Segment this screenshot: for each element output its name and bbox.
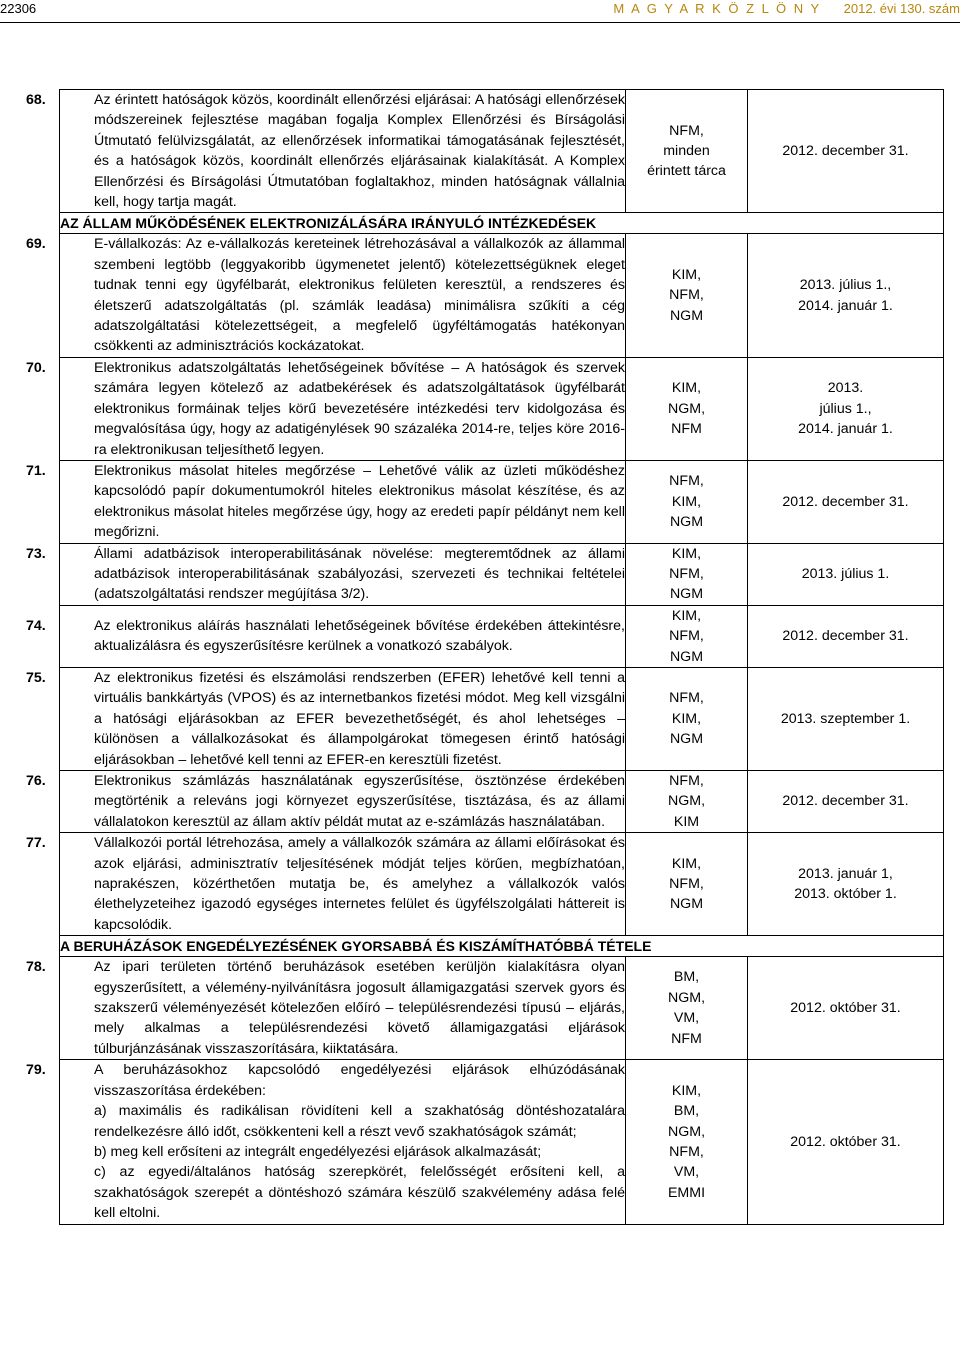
measure-description [26,357,626,460]
measure-text-block [26,234,625,356]
responsible-cell [626,234,748,357]
responsible-entity: NFM [671,1030,702,1047]
deadline-cell [748,460,944,543]
measure-text: Az elektronikus fizetési és elszámolási rendszerben (EFER) lehetővé kell tenni a virtuális bankkártyás (VPOS) és az internetbankos fizetési módot. Meg kell vizsgálni a hatósági eljárásokban az EFER bevezethetőségét, és ahol lehetséges – különösen a vállalkozásokat és állampolgárokat tömegesen érintő hatósági eljárásokban – lehetővé kell tenni az EFER-en keresztüli fizetést. [94,669,625,768]
responsible-cell [626,90,748,213]
responsible-cell [626,833,748,936]
measure-number: 68. [26,92,46,108]
measure-description [26,543,626,605]
page-number: 22306 [0,1,37,16]
deadline-cell [748,667,944,770]
deadline-date: 2012. december 31. [782,793,909,810]
responsible-entity: NFM, [669,473,704,490]
measure-text: Állami adatbázisok interoperabilitásának növelése: megteremtődnek az állami adatbázisok interoperabilitásának szabályozási, szervezeti és technikai feltételei (adatszolgáltatási rendszer megújítása 3/2). [94,545,625,603]
responsible-entity: NGM, [667,1123,706,1140]
responsible-entity: KIM [673,813,700,830]
measure-description [26,460,626,543]
table-row [60,90,944,213]
measure-number: 70. [26,359,46,376]
responsible-entity: NFM, [669,287,704,304]
deadline-cell [748,605,944,667]
deadline-date: 2012. október 31. [790,1133,901,1150]
measure-text-block [26,771,625,832]
measure-text: Elektronikus másolat hiteles megőrzése – Lehetővé válik az üzleti működéshez kapcsolódó papír dokumentumokról hiteles elektronikus másolat készítése, és az elektronikus másolat hiteles megőrzése úgy, hogy az eredeti papír példányt nem kell megőrizni. [94,462,625,541]
responsible-entity: EMMI [667,1184,706,1201]
deadline-cell [748,234,944,357]
responsible-cell [626,957,748,1060]
responsible-entity: VM, [673,1010,700,1027]
deadline-date: 2012. október 31. [790,1000,901,1017]
responsible-entity: NGM, [667,989,706,1006]
responsible-entity: BM, [673,969,700,986]
measure-number: 69. [26,236,46,253]
section-title: AZ ÁLLAM MŰKÖDÉSÉNEK ELEKTRONIZÁLÁSÁRA IRÁNYULÓ INTÉZKEDÉSEK [60,213,944,234]
measure-description [26,957,626,1060]
responsible-entity: NFM, [669,876,704,893]
responsible-entity: minden [663,143,710,160]
measure-number: 78. [26,959,46,976]
deadline-date: 2013. július 1., [799,277,892,294]
table-row [60,957,944,1060]
responsible-entity: NGM, [667,793,706,810]
responsible-entity: KIM, [671,493,702,510]
table-row [60,833,944,936]
deadline-cell [748,771,944,833]
measure-description [26,833,626,936]
measure-text-block [26,90,625,212]
measure-number: 73. [26,545,46,562]
responsible-cell [626,357,748,460]
measure-text: Az érintett hatóságok közös, koordinált ellenőrzési eljárásai: A hatósági ellenőrzések módszereinek fejlesztése magában fogalja Komplex Ellenőrzési és Bírságolási Útmutató felülvizsgálatát, az ellenőrzések informatikai támogatásának fejlesztését, és a hatóságok közös, koordinált ellenőrzés eljárásainak kialakítását. A Komplex Ellenőrzési és Bírságolási Útmutatóban foglaltakhoz, minden hatóságnak vállalnia kell, hogy tartja magát. [94,92,625,211]
responsible-entity: BM, [673,1103,700,1120]
measure-number: 75. [26,669,46,686]
deadline-date: 2013. szeptember 1. [780,710,911,727]
responsible-entity: VM, [673,1164,700,1181]
table-row [60,357,944,460]
measure-text: Elektronikus adatszolgáltatás lehetőségeinek bővítése – A hatóságok és szervek számára legyen kötelező az adatbekérések és adatszolgáltatások ügyfélbarát elektronikus formáinak teljes körű bevezetésére intézkedési terv kidolgozása és megvalósítása úgy, hogy az adatigénylések 90 százaléka 2014-re, teljes köre 2016-ra elektronikusan teljesíthető legyen. [94,359,625,458]
measure-description [26,667,626,770]
responsible-entity: KIM, [671,545,702,562]
table-row [60,234,944,357]
responsible-entity: NFM, [669,773,704,789]
responsible-entity: KIM, [671,380,702,397]
header-divider [0,22,960,23]
deadline-date: 2012. december 31. [782,493,909,510]
responsible-entity: KIM, [671,1082,702,1099]
measure-text: Az ipari területen történő beruházások esetében kerüljön kialakításra olyan egyszerűsített, a vélemény-nyilvánításra jogosult államigazgatási szervek gyors és szakszerű véleményezését kötelezően előíró – településrendezési típusú – eljárás, mely alkalmas a településrendezési követő államigazgatási eljárások túlburjánzásának visszaszorítására, kiiktatására. [94,959,625,1057]
table-row [60,771,944,833]
responsible-entity: NGM [669,648,704,665]
table-row [60,460,944,543]
responsible-cell [626,771,748,833]
measure-text-block [26,833,625,935]
deadline-date: 2013. január 1, [798,865,893,882]
deadline-date: 2014. január 1. [798,421,893,438]
responsible-cell [626,460,748,543]
deadline-cell [748,90,944,213]
measure-number: 77. [26,835,46,852]
measure-text-block [26,616,625,657]
responsible-entity: KIM, [671,607,702,624]
responsible-entity: NGM, [667,400,706,417]
deadline-cell [748,357,944,460]
measure-text: Elektronikus számlázás használatának egyszerűsítése, ösztönzése érdekében megtörténik a releváns jogi környezet egyszerűsítése, tisztázása, és az állami vállalatokon keresztül az állam aktív példát mutat az e-számlázás használatában. [94,773,625,830]
deadline-date: 2013. [827,380,864,397]
responsible-entity: NFM, [669,565,704,582]
journal-name: M A G Y A R K Ö Z L Ö N Y [613,1,822,16]
deadline-date: 2012. december 31. [782,143,909,160]
measure-text: E-vállalkozás: Az e-vállalkozás kereteinek létrehozásával a vállalkozók az állammal szembeni legtöbb (leggyakoribb ügymenetet jelentő) kötelezettségüknek eleget tudnak tenni egy ügyfélbarát, elektronikus felületen keresztül, a rendszeres és életszerű adatszolgáltatás (pl. számlák leadása) minimálisra szűkíti a cég adatszolgáltatási kötelezettségeit, a megfelelő ügyféltámogatás hatékonyan csökkenti az adminisztrációs kockázatokat. [94,236,625,355]
responsible-entity: NGM [669,896,704,913]
measure-text-block [26,358,625,460]
measure-text-line: a) maximális és radikálisan rövidíteni kell a szakhatóság döntéshozatalára rendelkezésre álló időt, csökkenteni kell a részt vevő szakhatóságok számát; [94,1103,625,1140]
deadline-cell [748,957,944,1060]
deadline-date: július 1., [819,400,872,417]
deadline-date: 2012. december 31. [782,628,909,645]
responsible-entity: NGM [669,586,704,603]
table-row [60,543,944,605]
measure-description [26,234,626,357]
deadline-cell [748,833,944,936]
responsible-cell [626,667,748,770]
responsible-entity: KIM, [671,710,702,727]
measure-text-block [26,957,625,1059]
measure-text-block [26,668,625,770]
responsible-entity: NFM [671,421,702,438]
issue-number: 2012. évi 130. szám [843,1,960,16]
measure-text-line: c) az egyedi/általános hatóság szerepkörét, felelősségét erősíteni kell, a szakhatóságok szerepét a döntéshozó számára készülő szakvélemény adása felé kell eltolni. [94,1164,625,1222]
responsible-cell [626,1060,748,1224]
responsible-entity: NFM, [669,690,704,707]
table-row [60,1060,944,1224]
measure-number: 79. [26,1062,46,1079]
section-title: A BERUHÁZÁSOK ENGEDÉLYEZÉSÉNEK GYORSABBÁ ÉS KISZÁMÍTHATÓBBÁ TÉTELE [60,936,944,957]
responsible-entity: érintett tárca [647,163,726,180]
measure-number: 71. [26,462,46,479]
measure-text-line [26,1060,625,1101]
measure-text: Az elektronikus aláírás használati lehetőségeinek bővítése érdekében áttekintésre, aktualizálásra és egyszerűsítésre kerülnek a vonatkozó szabályok. [94,617,625,655]
measure-text-block [26,544,625,605]
responsible-entity: NGM [669,731,704,748]
deadline-cell [748,543,944,605]
measure-description [26,1060,626,1224]
deadline-date: 2014. január 1. [798,297,893,314]
section-row [60,936,944,957]
responsible-cell [626,605,748,667]
measure-description [26,771,626,833]
table-row [60,667,944,770]
journal-title [613,0,960,18]
measure-description [26,605,626,667]
measure-description [26,90,626,213]
measure-number: 76. [26,773,46,789]
responsible-entity: NGM [669,307,704,324]
table-row [60,605,944,667]
measure-text: A beruházásokhoz kapcsolódó engedélyezési eljárások elhúzódásának visszaszorítása érdekében: [94,1062,625,1099]
measure-text-block [26,461,625,543]
responsible-entity: NFM, [669,628,704,645]
page-header [0,0,960,22]
responsible-entity: NFM, [669,122,704,139]
measure-text-line: b) meg kell erősíteni az integrált engedélyezési eljárások alkalmazását; [94,1143,542,1160]
deadline-date: 2013. október 1. [794,886,897,903]
measures-table [26,89,944,1225]
measure-number: 74. [26,617,46,634]
section-row [60,213,944,234]
responsible-entity: NFM, [669,1143,704,1160]
deadline-cell [748,1060,944,1224]
responsible-entity: KIM, [671,267,702,284]
responsible-cell [626,543,748,605]
deadline-date: 2013. július 1. [801,565,890,582]
responsible-entity: KIM, [671,855,702,872]
measure-text: Vállalkozói portál létrehozása, amely a vállalkozók számára az állami előírásokat és azok eljárási, adminisztratív teljesítésének módját teljes körűen, megbízhatóan, naprakészen, közérthetően mutatja be, és amelyhez a vállalkozók valós élethelyzeteihez igazodó egységes internetes felület és ügyfélszolgálati háttereit is kapcsolódik. [94,835,625,933]
responsible-entity: NGM [669,513,704,530]
